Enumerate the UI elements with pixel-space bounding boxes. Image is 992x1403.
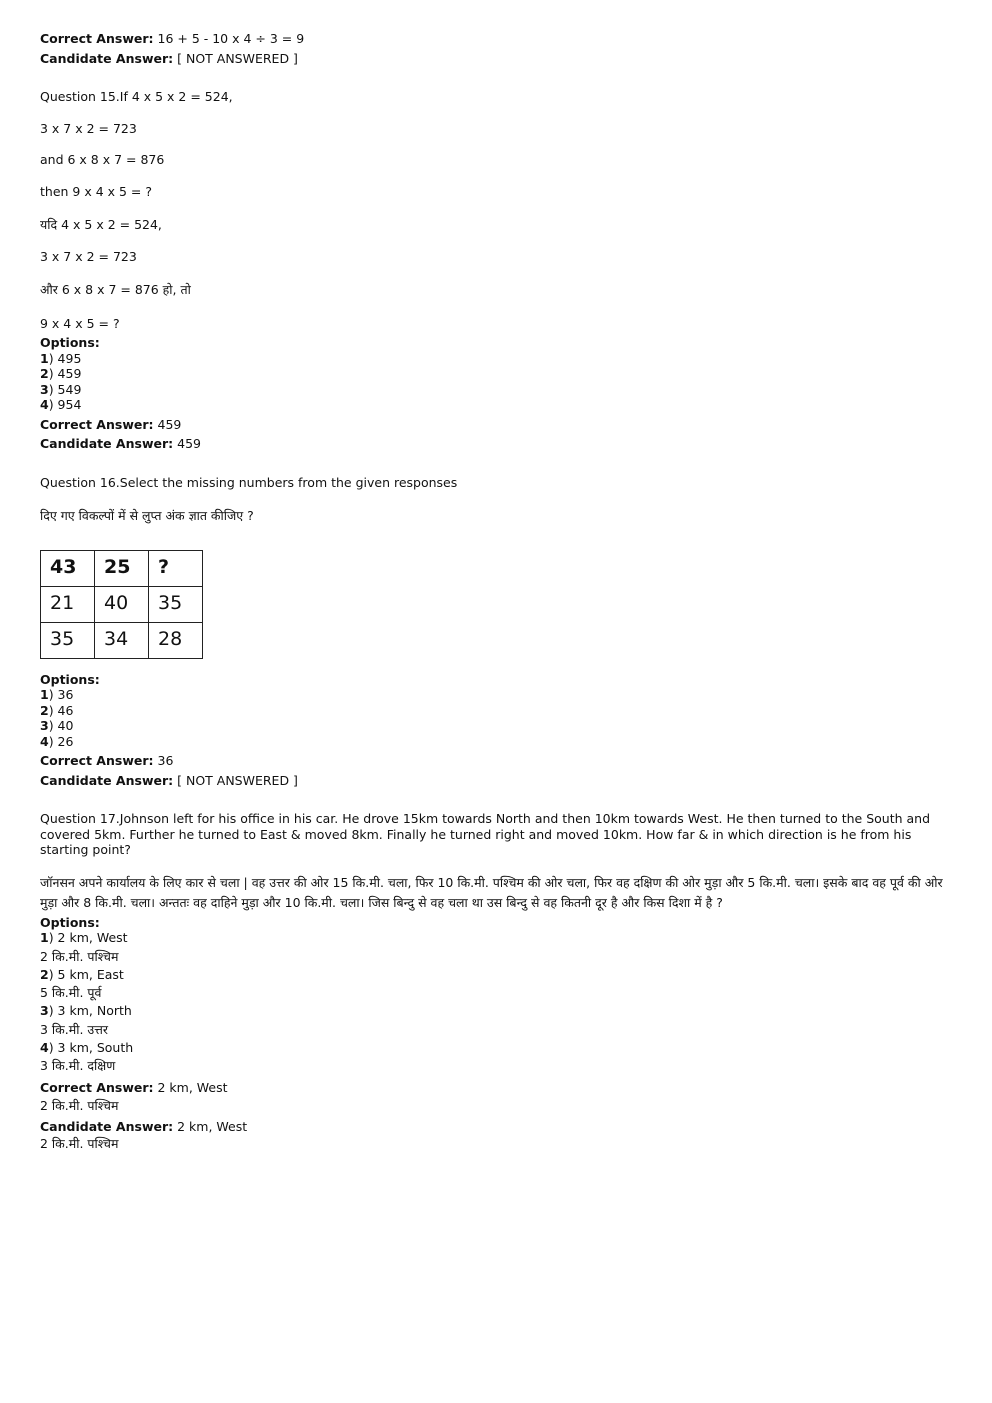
question-17 [40,811,960,1153]
question-text-line: 3 x 7 x 2 = 723 [40,248,137,264]
question-14-answers [40,31,960,66]
grid-cell: 34 [95,622,149,658]
grid-cell: 43 [41,550,95,586]
correct-answer: Correct Answer: 459 [40,416,182,432]
candidate-answer-hindi: 2 कि.मी. पश्चिम [40,1136,119,1151]
grid-row [41,550,203,586]
option-item: 2) 46 [40,702,74,718]
grid-cell: 21 [41,586,95,622]
question-text-line: 3 x 7 x 2 = 723 [40,120,137,136]
option-item-hindi: 3 कि.मी. दक्षिण [40,1058,116,1073]
grid-row [41,622,203,658]
options-heading: Options: [40,914,100,930]
option-item: 3) 549 [40,381,82,397]
question-text-line: then 9 x 4 x 5 = ? [40,183,153,199]
option-item: 4) 26 [40,733,74,749]
options-list [40,335,960,413]
candidate-answer: Candidate Answer: [ NOT ANSWERED ] [40,50,298,66]
option-item-hindi: 2 कि.मी. पश्चिम [40,948,119,964]
question-text-line: 9 x 4 x 5 = ? [40,315,120,331]
option-item: 1) 2 km, West [40,930,128,945]
answer-sheet-page [40,31,960,1153]
option-item-hindi: 3 कि.मी. उत्तर [40,1021,108,1037]
option-item: 4) 954 [40,397,82,412]
question-text: Question 17.Johnson left for his office in his car. He drove 15km towards North and then 10km towards West. He then turned to the South and covered 5km. Further he turned to East & moved 8km. Finally he turned right and moved 10km. How far & in which direction is he from his starting point? [40,811,931,857]
option-item: 1) 36 [40,687,74,702]
question-text-line: and 6 x 8 x 7 = 876 [40,152,165,167]
question-16 [40,475,960,789]
correct-answer-hindi: 2 कि.मी. पश्चिम [40,1097,119,1113]
candidate-answer: Candidate Answer: [ NOT ANSWERED ] [40,772,298,788]
option-item-hindi: 5 कि.मी. पूर्व [40,985,102,1000]
question-text-line-hindi: यदि 4 x 5 x 2 = 524, [40,217,162,232]
question-text-line: Question 15.If 4 x 5 x 2 = 524, [40,89,233,104]
grid-cell: ? [149,550,203,586]
question-text-line-hindi: और 6 x 8 x 7 = 876 हो, तो [40,282,191,297]
options-list [40,672,960,750]
grid-cell: 25 [95,550,149,586]
option-item: 2) 5 km, East [40,966,124,982]
options-list [40,915,960,1077]
question-text-hindi: जॉनसन अपने कार्यालय के लिए कार से चला | वह उत्तर की ओर 15 कि.मी. चला, फिर 10 कि.मी. पश्चिम की ओर चला, फिर वह दक्षिण की ओर मुड़ा और 5 कि.मी. चला। इसके बाद वह पूर्व की ओर मुड़ा और 8 कि.मी. चला। अन्ततः वह दाहिने मुड़ा और 10 कि.मी. चला। जिस बिन्दु से वह चला था उस बिन्दु से वह कितनी दूर है और किस दिशा में है ? [40,874,943,910]
grid-row [41,586,203,622]
grid-cell: 35 [149,586,203,622]
grid-cell: 40 [95,586,149,622]
option-item: 2) 459 [40,366,82,381]
option-item: 4) 3 km, South [40,1039,134,1055]
candidate-answer: Candidate Answer: 2 km, West [40,1118,248,1134]
options-heading: Options: [40,671,100,687]
correct-answer: Correct Answer: 16 + 5 - 10 x 4 ÷ 3 = 9 [40,31,305,46]
option-item: 1) 495 [40,350,82,366]
correct-answer: Correct Answer: 2 km, West [40,1080,228,1095]
option-item: 3) 40 [40,718,74,733]
options-heading: Options: [40,335,100,350]
question-15 [40,89,960,452]
question-text-hindi: दिए गए विकल्पों में से लुप्त अंक ज्ञात कीजिए ? [40,508,254,523]
option-item: 3) 3 km, North [40,1003,132,1018]
question-text: Question 16.Select the missing numbers from the given responses [40,474,458,490]
grid-cell: 35 [41,622,95,658]
number-grid [40,550,203,659]
correct-answer: Correct Answer: 36 [40,753,174,768]
candidate-answer: Candidate Answer: 459 [40,436,201,451]
grid-cell: 28 [149,622,203,658]
